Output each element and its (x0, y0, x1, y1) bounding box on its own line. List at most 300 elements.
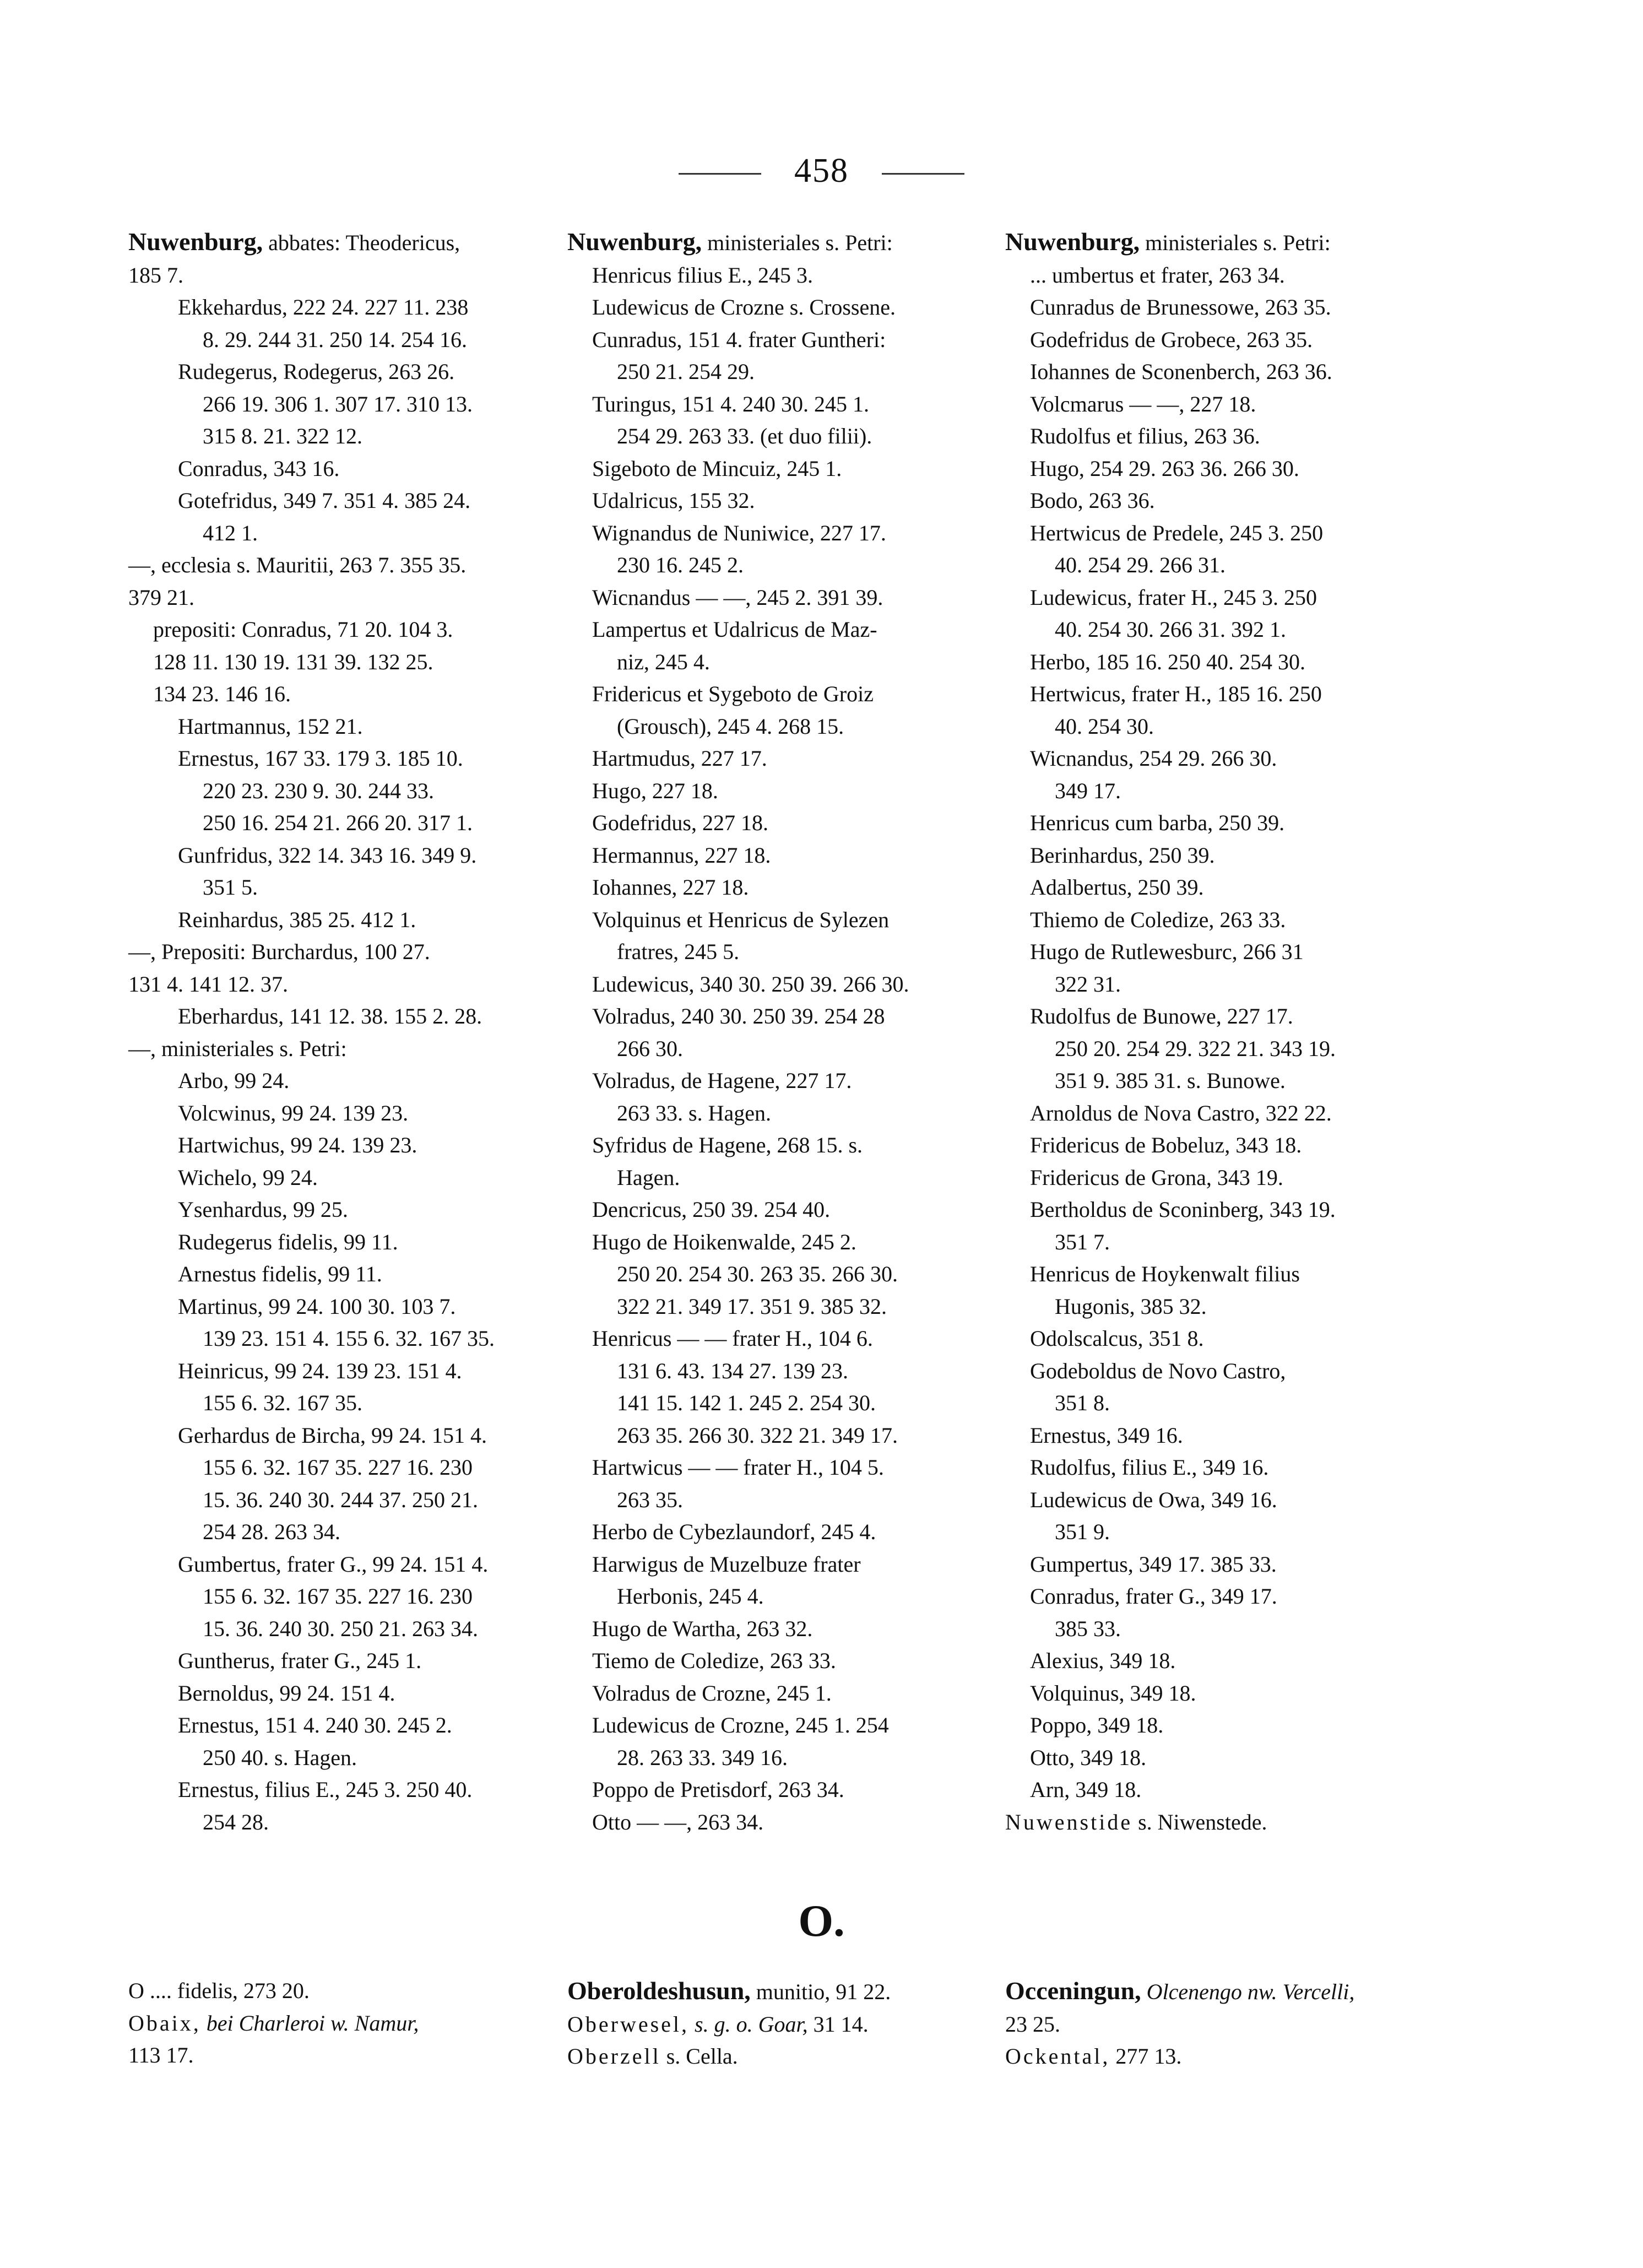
index-entry-line (128, 1420, 539, 1452)
index-entry-line (567, 324, 978, 356)
entry-text: Herbo de Cybezlaundorf, 245 4. (592, 1519, 876, 1544)
index-entry-line (128, 1129, 539, 1162)
index-entry-line (567, 1709, 978, 1742)
index-entry-line (1005, 226, 1429, 259)
entry-text: Thiemo de Coledize, 263 33. (1030, 907, 1286, 932)
index-entry-line (567, 678, 978, 711)
entry-text: Rudolfus, filius E., 349 16. (1030, 1455, 1269, 1480)
entry-text: Ekkehardus, 222 24. 227 11. 238 (178, 295, 469, 320)
entry-place-name: Ockental, (1005, 2044, 1110, 2069)
entry-text: Wicnandus — —, 245 2. 391 39. (592, 584, 883, 610)
entry-text: Gunfridus, 322 14. 343 16. 349 9. (178, 842, 477, 868)
index-entry-line (128, 1613, 539, 1645)
index-entry-line (128, 1194, 539, 1226)
entry-headword: Nuwenburg, (1005, 228, 1140, 256)
index-entry-line (128, 485, 539, 517)
entry-text: Arbo, 99 24. (178, 1068, 290, 1093)
index-entry-line (567, 1645, 978, 1677)
index-entry-line (128, 807, 539, 840)
entry-text: Berinhardus, 250 39. (1030, 842, 1215, 868)
index-entry-line (567, 517, 978, 550)
entry-text: 40. 254 30. 266 31. 392 1. (1055, 617, 1286, 642)
index-entry-line (1005, 1677, 1429, 1710)
entry-text: Hartwicus — — frater H., 104 5. (592, 1455, 884, 1480)
entry-text: 250 40. s. Hagen. (203, 1745, 357, 1770)
index-entry-line (1005, 1162, 1429, 1194)
entry-text: Godeboldus de Novo Castro, (1030, 1358, 1286, 1383)
index-entry-line (1005, 904, 1429, 937)
entry-text: 250 20. 254 30. 263 35. 266 30. (617, 1262, 898, 1286)
entry-text: 266 30. (617, 1036, 683, 1061)
entry-text: 40. 254 29. 266 31. (1055, 553, 1226, 577)
entry-text: 139 23. 151 4. 155 6. 32. 167 35. (203, 1326, 495, 1351)
entry-text: Hartmannus, 152 21. (178, 713, 363, 739)
index-entry-line (567, 1194, 978, 1226)
index-entry-line (1005, 549, 1429, 582)
index-entry-line (128, 1000, 539, 1033)
entry-text: 349 17. (1055, 778, 1121, 803)
index-entry-line (1005, 1742, 1429, 1774)
entry-italic-gloss: Olcenengo nw. Vercelli, (1141, 1979, 1355, 2004)
entry-text: Cunradus de Brunessowe, 263 35. (1030, 295, 1331, 320)
index-entry-line (567, 711, 978, 743)
entry-text: Volradus, de Hagene, 227 17. (592, 1068, 852, 1093)
entry-text: 185 7. (128, 262, 183, 288)
index-entry-line (567, 485, 978, 517)
index-entry-line (128, 840, 539, 872)
o-section-column-3 (1005, 1975, 1429, 2073)
index-entry-line (128, 1387, 539, 1420)
entry-text: Conradus, frater G., 349 17. (1030, 1584, 1277, 1609)
entry-text: Hartwichus, 99 24. 139 23. (178, 1133, 417, 1157)
index-entry-line (1005, 743, 1429, 775)
page-number-dash-left (679, 173, 761, 175)
index-entry-line (1005, 1452, 1429, 1484)
index-entry-line (567, 453, 978, 485)
index-entry-line (128, 582, 539, 614)
entry-text: Udalricus, 155 32. (592, 488, 755, 513)
index-entry-line (567, 1806, 978, 1839)
index-entry-line (128, 678, 539, 711)
entry-text: Gotefridus, 349 7. 351 4. 385 24. (178, 488, 471, 513)
entry-text: Bodo, 263 36. (1030, 488, 1155, 513)
entry-text: Volcmarus — —, 227 18. (1030, 391, 1256, 416)
entry-text: —, Prepositi: Burchardus, 100 27. (128, 939, 430, 964)
index-entry-line (128, 1975, 539, 2007)
entry-text: Henricus filius E., 245 3. (592, 262, 814, 288)
entry-text: Hagen. (617, 1165, 680, 1190)
index-entry-line (128, 1097, 539, 1130)
entry-text: fratres, 245 5. (617, 939, 740, 964)
index-entry-line (567, 1000, 978, 1033)
entry-text: Tiemo de Coledize, 263 33. (592, 1648, 836, 1673)
entry-text: Henricus cum barba, 250 39. (1030, 810, 1285, 835)
index-entry-line (567, 743, 978, 775)
entry-text: 385 33. (1055, 1616, 1121, 1641)
entry-place-name: Oberwesel, (567, 2011, 690, 2037)
entry-text: Volradus, 240 30. 250 39. 254 28 (592, 1004, 885, 1029)
index-entry-line (128, 356, 539, 388)
index-entry-line (567, 1677, 978, 1710)
entry-text: Ernestus, 167 33. 179 3. 185 10. (178, 746, 463, 771)
entry-text: Godefridus de Grobece, 263 35. (1030, 327, 1313, 352)
entry-place-name: Obaix, (128, 2010, 201, 2036)
entry-text: Alexius, 349 18. (1030, 1648, 1176, 1673)
entry-text: Hugonis, 385 32. (1055, 1293, 1207, 1319)
index-entry-line (567, 1129, 978, 1162)
index-entry-line (1005, 1484, 1429, 1517)
entry-italic-gloss: s. g. o. Goar, (689, 2011, 808, 2037)
index-entry-line (567, 356, 978, 388)
entry-text: 351 9. (1055, 1519, 1110, 1544)
index-entry-line (567, 582, 978, 614)
entry-text: —, ministeriales s. Petri: (128, 1036, 347, 1061)
index-entry-line (128, 1580, 539, 1613)
entry-text: s. Niwenstede. (1132, 1809, 1267, 1834)
index-entry-line (1005, 1516, 1429, 1549)
entry-text: 8. 29. 244 31. 250 14. 254 16. (203, 327, 467, 352)
entry-text: Odolscalcus, 351 8. (1030, 1326, 1204, 1351)
index-entry-line (128, 453, 539, 485)
entry-text: (Grousch), 245 4. 268 15. (617, 713, 844, 739)
entry-text: O .... fidelis, 273 20. (128, 1978, 310, 2003)
entry-text: 15. 36. 240 30. 244 37. 250 21. (203, 1487, 478, 1512)
index-entry-line (128, 614, 539, 646)
index-entry-line (1005, 356, 1429, 388)
index-entry-line (567, 775, 978, 808)
index-entry-line (1005, 936, 1429, 968)
index-entry-line (128, 1549, 539, 1581)
entry-text: 322 31. (1055, 971, 1121, 997)
index-entry-line (1005, 1420, 1429, 1452)
entry-text: Hermannus, 227 18. (592, 842, 771, 868)
index-entry-line (128, 711, 539, 743)
index-entry-line (1005, 1613, 1429, 1645)
index-entry-line (567, 1774, 978, 1806)
entry-text: Wicnandus, 254 29. 266 30. (1030, 746, 1277, 771)
entry-text: Ysenhardus, 99 25. (178, 1197, 348, 1222)
entry-text: Volquinus, 349 18. (1030, 1680, 1196, 1706)
entry-text: Volquinus et Henricus de Sylezen (592, 907, 890, 932)
entry-text: 263 33. s. Hagen. (617, 1100, 771, 1125)
entry-headword: Occeningun, (1005, 1977, 1141, 2005)
entry-text: 250 21. 254 29. (617, 359, 755, 384)
o-section-column-1 (128, 1975, 539, 2072)
index-entry-line (567, 1387, 978, 1420)
index-entry-line (1005, 1226, 1429, 1259)
index-entry-line (128, 1742, 539, 1774)
index-entry-line (1005, 453, 1429, 485)
entry-text: Hugo de Wartha, 263 32. (592, 1616, 813, 1641)
entry-text: Poppo de Pretisdorf, 263 34. (592, 1777, 844, 1802)
index-entry-line (1005, 1709, 1429, 1742)
index-entry-line (1005, 324, 1429, 356)
index-entry-line (567, 1097, 978, 1130)
index-entry-line (1005, 968, 1429, 1001)
entry-text: Conradus, 343 16. (178, 456, 340, 481)
entry-headword: Oberoldeshusun, (567, 1977, 751, 2005)
index-column-1 (128, 226, 539, 1838)
entry-text: 131 4. 141 12. 37. (128, 971, 288, 997)
entry-text: Ernestus, 349 16. (1030, 1422, 1183, 1448)
index-entry-line (1005, 646, 1429, 679)
index-entry-line (1005, 1355, 1429, 1388)
index-entry-line (567, 1258, 978, 1291)
index-entry-line (1005, 614, 1429, 646)
index-entry-line (1005, 517, 1429, 550)
index-entry-line (567, 1033, 978, 1065)
entry-text: Arnoldus de Nova Castro, 322 22. (1030, 1100, 1332, 1125)
index-entry-line (567, 968, 978, 1001)
index-entry-line (567, 226, 978, 259)
index-entry-line (1005, 1194, 1429, 1226)
index-entry-line (567, 1420, 978, 1452)
entry-text: 351 9. 385 31. s. Bunowe. (1055, 1068, 1286, 1093)
entry-text: 141 15. 142 1. 245 2. 254 30. (617, 1390, 876, 1415)
index-entry-line (567, 1742, 978, 1774)
entry-text: Rudegerus, Rodegerus, 263 26. (178, 359, 455, 384)
entry-text: Hugo de Rutlewesburc, 266 31 (1030, 939, 1304, 964)
index-entry-line (1005, 2040, 1429, 2073)
index-entry-line (1005, 840, 1429, 872)
entry-place-name: Oberzell (567, 2044, 661, 2069)
index-entry-line (1005, 485, 1429, 517)
index-entry-line (1005, 1033, 1429, 1065)
entry-text: Iohannes de Sconenberch, 263 36. (1030, 359, 1332, 384)
entry-text: Herbonis, 245 4. (617, 1584, 764, 1609)
entry-text: Eberhardus, 141 12. 38. 155 2. 28. (178, 1004, 482, 1029)
entry-text: 263 35. (617, 1487, 683, 1512)
index-entry-line (567, 549, 978, 582)
entry-text: 254 28. 263 34. (203, 1519, 340, 1544)
entry-text: niz, 245 4. (617, 649, 710, 674)
index-entry-line (1005, 775, 1429, 808)
index-entry-line (567, 2009, 978, 2041)
page-number (0, 151, 1643, 191)
index-entry-line (567, 1549, 978, 1581)
index-entry-line (567, 646, 978, 679)
index-entry-line (567, 807, 978, 840)
entry-text: prepositi: Conradus, 71 20. 104 3. (153, 617, 453, 642)
index-entry-line (1005, 388, 1429, 421)
index-entry-line (1005, 1975, 1429, 2009)
entry-text: 263 35. 266 30. 322 21. 349 17. (617, 1422, 898, 1448)
index-entry-line (567, 1355, 978, 1388)
index-column-3 (1005, 226, 1429, 1838)
entry-text: 28. 263 33. 349 16. (617, 1745, 788, 1770)
index-entry-line (1005, 1000, 1429, 1033)
entry-text: abbates: Theodericus, (263, 230, 460, 255)
index-entry-line (567, 1065, 978, 1097)
index-entry-line (567, 259, 978, 292)
entry-text: Gumbertus, frater G., 99 24. 151 4. (178, 1551, 489, 1577)
index-entry-line (128, 1226, 539, 1259)
entry-headword: Nuwenburg, (567, 228, 702, 256)
entry-text: ministeriales s. Petri: (1140, 230, 1331, 255)
entry-text: Wichelo, 99 24. (178, 1165, 318, 1190)
entry-text: Hugo, 254 29. 263 36. 266 30. (1030, 456, 1299, 481)
index-entry-line (128, 1709, 539, 1742)
entry-place-name: Nuwenstide (1005, 1809, 1133, 1834)
entry-text: s. Cella. (660, 2044, 738, 2069)
entry-text: Hugo de Hoikenwalde, 245 2. (592, 1229, 856, 1254)
page-number-dash-right (882, 173, 964, 175)
index-entry-line (128, 1677, 539, 1710)
index-entry-line (1005, 582, 1429, 614)
entry-text: Ernestus, 151 4. 240 30. 245 2. (178, 1713, 452, 1737)
index-entry-line (1005, 1291, 1429, 1323)
index-entry-line (128, 1355, 539, 1388)
entry-text: 351 8. (1055, 1390, 1110, 1415)
entry-text: Hertwicus de Predele, 245 3. 250 (1030, 520, 1324, 545)
entry-text: 220 23. 230 9. 30. 244 33. (203, 778, 434, 803)
index-entry-line (1005, 1774, 1429, 1806)
index-entry-line (128, 259, 539, 292)
index-entry-line (567, 1484, 978, 1517)
index-entry-line (128, 291, 539, 324)
index-entry-line (128, 743, 539, 775)
index-entry-line (1005, 1097, 1429, 1130)
entry-text: Adalbertus, 250 39. (1030, 875, 1204, 900)
entry-text: 250 16. 254 21. 266 20. 317 1. (203, 810, 473, 835)
o-section-column-2 (567, 1975, 978, 2073)
entry-text: Fridericus et Sygeboto de Groiz (592, 681, 874, 706)
entry-text: Iohannes, 227 18. (592, 875, 749, 900)
entry-text: Godefridus, 227 18. (592, 810, 768, 835)
entry-text: 40. 254 30. (1055, 713, 1154, 739)
entry-text: Ludewicus de Owa, 349 16. (1030, 1487, 1277, 1512)
entry-text: Bertholdus de Sconinberg, 343 19. (1030, 1197, 1336, 1222)
entry-text: 351 7. (1055, 1229, 1110, 1254)
index-entry-line (128, 1516, 539, 1549)
index-entry-line (1005, 1580, 1429, 1613)
entry-text: Volradus de Crozne, 245 1. (592, 1680, 832, 1706)
index-entry-line (128, 775, 539, 808)
entry-text: 254 29. 263 33. (et duo filii). (617, 424, 872, 448)
entry-text: 113 17. (128, 2043, 194, 2067)
entry-headword: Nuwenburg, (128, 228, 263, 256)
entry-text: Otto, 349 18. (1030, 1745, 1147, 1770)
index-entry-line (1005, 420, 1429, 453)
entry-text: Arnestus fidelis, 99 11. (178, 1262, 382, 1286)
entry-text: Fridericus de Grona, 343 19. (1030, 1165, 1283, 1190)
index-entry-line (1005, 1258, 1429, 1291)
index-entry-line (128, 324, 539, 356)
index-entry-line (567, 1975, 978, 2009)
entry-text: Ludewicus de Crozne s. Crossene. (592, 295, 896, 320)
entry-text: Arn, 349 18. (1030, 1777, 1142, 1802)
entry-text: 250 20. 254 29. 322 21. 343 19. (1055, 1036, 1336, 1061)
index-entry-line (128, 1033, 539, 1065)
section-letter-heading: O. (798, 1896, 845, 1946)
entry-text: ministeriales s. Petri: (702, 230, 893, 255)
entry-text: —, ecclesia s. Mauritii, 263 7. 355 35. (128, 553, 467, 577)
index-entry-line (567, 904, 978, 937)
index-entry-line (128, 872, 539, 904)
entry-text: Dencricus, 250 39. 254 40. (592, 1197, 831, 1222)
index-entry-line (128, 1323, 539, 1355)
index-entry-line (128, 1258, 539, 1291)
index-column-2 (567, 226, 978, 1838)
entry-text: Rudolfus de Bunowe, 227 17. (1030, 1004, 1293, 1029)
index-entry-line (1005, 678, 1429, 711)
entry-text: 15. 36. 240 30. 250 21. 263 34. (203, 1616, 478, 1641)
entry-text: Fridericus de Bobeluz, 343 18. (1030, 1133, 1302, 1157)
entry-text: Volcwinus, 99 24. 139 23. (178, 1100, 409, 1125)
entry-text: 23 25. (1005, 2011, 1060, 2037)
index-entry-line (128, 226, 539, 259)
entry-text: 131 6. 43. 134 27. 139 23. (617, 1358, 848, 1383)
index-entry-line (1005, 259, 1429, 292)
index-entry-line (1005, 1129, 1429, 1162)
entry-text: Ludewicus de Crozne, 245 1. 254 (592, 1713, 889, 1737)
index-entry-line (1005, 1645, 1429, 1677)
index-entry-line (128, 549, 539, 582)
entry-text: Wignandus de Nuniwice, 227 17. (592, 520, 886, 545)
index-entry-line (128, 646, 539, 679)
index-entry-line (1005, 711, 1429, 743)
index-entry-line (128, 517, 539, 550)
entry-text: Hartmudus, 227 17. (592, 746, 767, 771)
index-entry-line (1005, 2009, 1429, 2041)
entry-text: 155 6. 32. 167 35. 227 16. 230 (203, 1584, 473, 1609)
index-entry-line (1005, 1323, 1429, 1355)
entry-text: Bernoldus, 99 24. 151 4. (178, 1680, 395, 1706)
entry-text: 266 19. 306 1. 307 17. 310 13. (203, 391, 473, 416)
entry-text: 31 14. (807, 2011, 869, 2037)
entry-text: munitio, 91 22. (750, 1979, 891, 2004)
index-entry-line (567, 872, 978, 904)
entry-text: 128 11. 130 19. 131 39. 132 25. (153, 649, 433, 674)
index-entry-line (567, 420, 978, 453)
entry-text: 254 28. (203, 1809, 269, 1834)
entry-text: Ludewicus, frater H., 245 3. 250 (1030, 584, 1317, 610)
entry-text: 379 21. (128, 584, 194, 610)
entry-text: Rudegerus fidelis, 99 11. (178, 1229, 398, 1254)
index-entry-line (567, 840, 978, 872)
page-number-value: 458 (794, 152, 849, 190)
index-entry-line (1005, 807, 1429, 840)
index-entry-line (128, 1162, 539, 1194)
index-entry-line (128, 2039, 539, 2072)
entry-text: Syfridus de Hagene, 268 15. s. (592, 1133, 863, 1157)
index-entry-line (567, 291, 978, 324)
entry-text: ... umbertus et frater, 263 34. (1030, 262, 1285, 288)
entry-text: Martinus, 99 24. 100 30. 103 7. (178, 1293, 456, 1319)
index-entry-line (567, 936, 978, 968)
index-entry-line (1005, 291, 1429, 324)
index-entry-line (567, 1226, 978, 1259)
entry-text: Poppo, 349 18. (1030, 1713, 1164, 1737)
entry-italic-gloss: bei Charleroi w. Namur, (200, 2010, 419, 2036)
entry-text: Heinricus, 99 24. 139 23. 151 4. (178, 1358, 462, 1383)
entry-text: 315 8. 21. 322 12. (203, 424, 362, 448)
entry-text: Hertwicus, frater H., 185 16. 250 (1030, 681, 1322, 706)
entry-text: Ludewicus, 340 30. 250 39. 266 30. (592, 971, 909, 997)
index-entry-line (1005, 872, 1429, 904)
index-entry-line (567, 614, 978, 646)
index-entry-line (128, 904, 539, 937)
entry-text: Rudolfus et filius, 263 36. (1030, 424, 1260, 448)
index-entry-line (128, 1774, 539, 1806)
index-entry-line (128, 1065, 539, 1097)
entry-text: 351 5. (203, 875, 258, 900)
entry-text: 155 6. 32. 167 35. (203, 1390, 362, 1415)
index-entry-line (567, 388, 978, 421)
index-entry-line (128, 1452, 539, 1484)
entry-text: 277 13. (1110, 2044, 1182, 2069)
entry-text: Reinhardus, 385 25. 412 1. (178, 907, 416, 932)
